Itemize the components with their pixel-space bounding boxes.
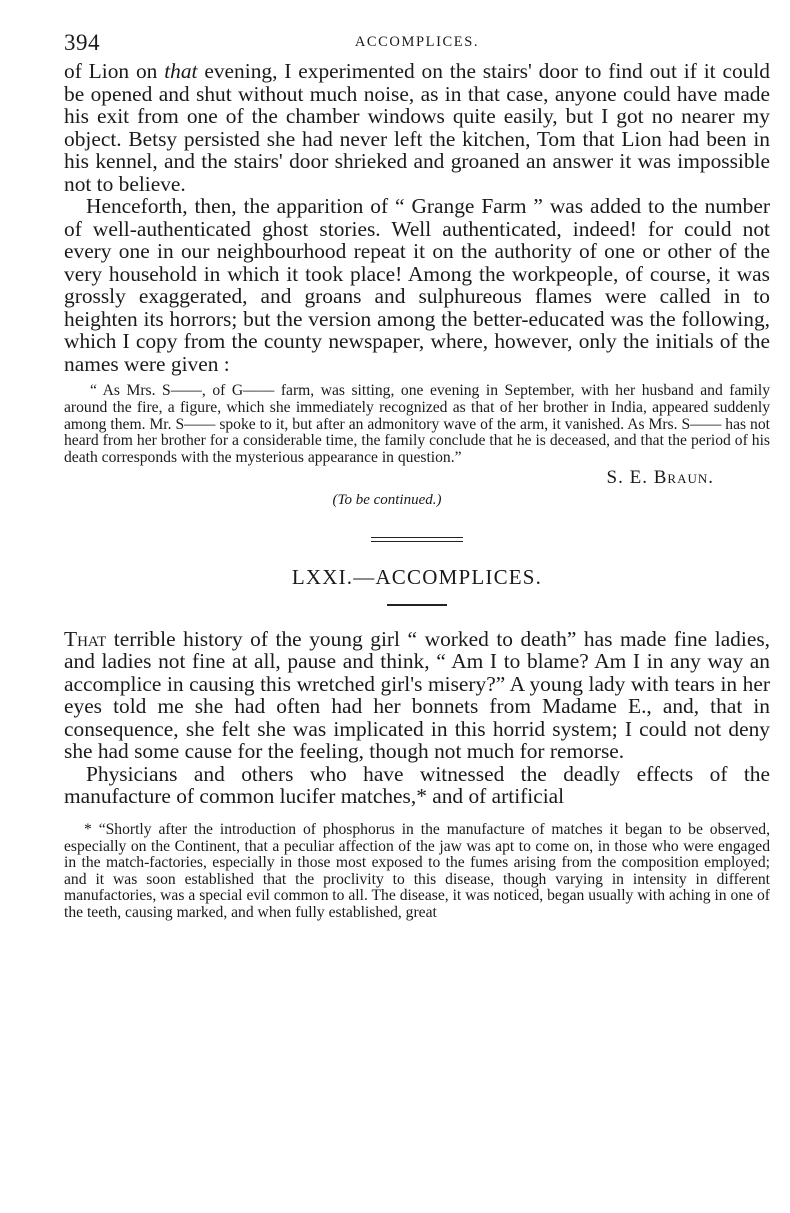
story-continuation [64,60,770,375]
title-rule [387,604,447,606]
section-divider [371,537,463,542]
footnote-text: * “Shortly after the introduction of phosphorus in the manufacture of matches it began to be observed, especially on the Continent, that a peculiar affection of the jaw was apt to come on, in those who were engaged in the match-factories, especially in those most exposed to the fumes arising from the composition employed; and it was soon established that the proclivity to this disease, though varying in intensity in different manufactories, was a special evil common to all. The disease, it was noticed, began usually with aching in one of the teeth, causing marked, and when fully established, great [64,820,770,921]
footnote [64,822,770,922]
book-page [64,30,770,922]
newspaper-quote [64,383,770,467]
page-header [64,30,770,60]
story-paragraph: Henceforth, then, the apparition of “ Grange Farm ” was added to the number of well-authenticated ghost stories. Well authenticated, indeed! for could not every one in our neighbourhood repeat it on the authority of one or other of the very household in which it took place! Among the workpeople, of course, it was grossly exaggerated, and groans and sulphureous flames were called in to heighten its horrors; but the version among the better-educated was the following, which I copy from the county newspaper, where, however, only the initials of the names were given : [64,194,770,376]
opening-word: That [64,626,107,651]
running-head: ACCOMPLICES. [354,34,480,50]
author-signature: S. E. Braun. [606,466,714,488]
story-paragraph: of Lion on that evening, I experimented on the stairs' door to find out if it could be opened and shut without much noise, as in that case, anyone could have made his exit from one of the chamber windows quite easily, but I got no nearer my object. Betsy persisted she had never left the kitchen, Tom that Lion had been in his kennel, and the stairs' door shrieked and groaned an answer it was impossible not to believe. [64,59,770,196]
chapter-paragraph: That terrible history of the young girl “ worked to death” has made fine ladies, and ladies not fine at all, pause and think, “ Am I to blame? Am I in any way an accomplice in causing this wretched girl's misery?” A young lady with tears in her eyes told me she had often had her bonnets from Madame E., and, that in consequence, she felt she was implicated in this horrid system; I could not deny she had some cause for the feeling, though not much for remorse. [64,626,770,764]
emphasis: that [164,59,198,83]
chapter-body [64,628,770,808]
page-number: 394 [64,30,100,55]
chapter-title: LXXI.—ACCOMPLICES. [291,564,543,589]
to-be-continued-note: (To be continued.) [332,491,442,508]
quote-text: “ As Mrs. S——, of G—— farm, was sitting, one evening in September, with her husband and family around the fire, a figure, which she immediately recognized as that of her brother in India, appeared suddenly among them. Mr. S—— spoke to it, but after an admonitory wave of the arm, it vanished. As Mrs. S—— has not heard from her brother for a considerable time, the family conclude that he is deceased, and that the period of his death corresponds with the mysterious appearance in question.” [64,382,770,467]
chapter-paragraph: Physicians and others who have witnessed the deadly effects of the manufacture of common lucifer matches,* and of artificial [64,761,770,809]
